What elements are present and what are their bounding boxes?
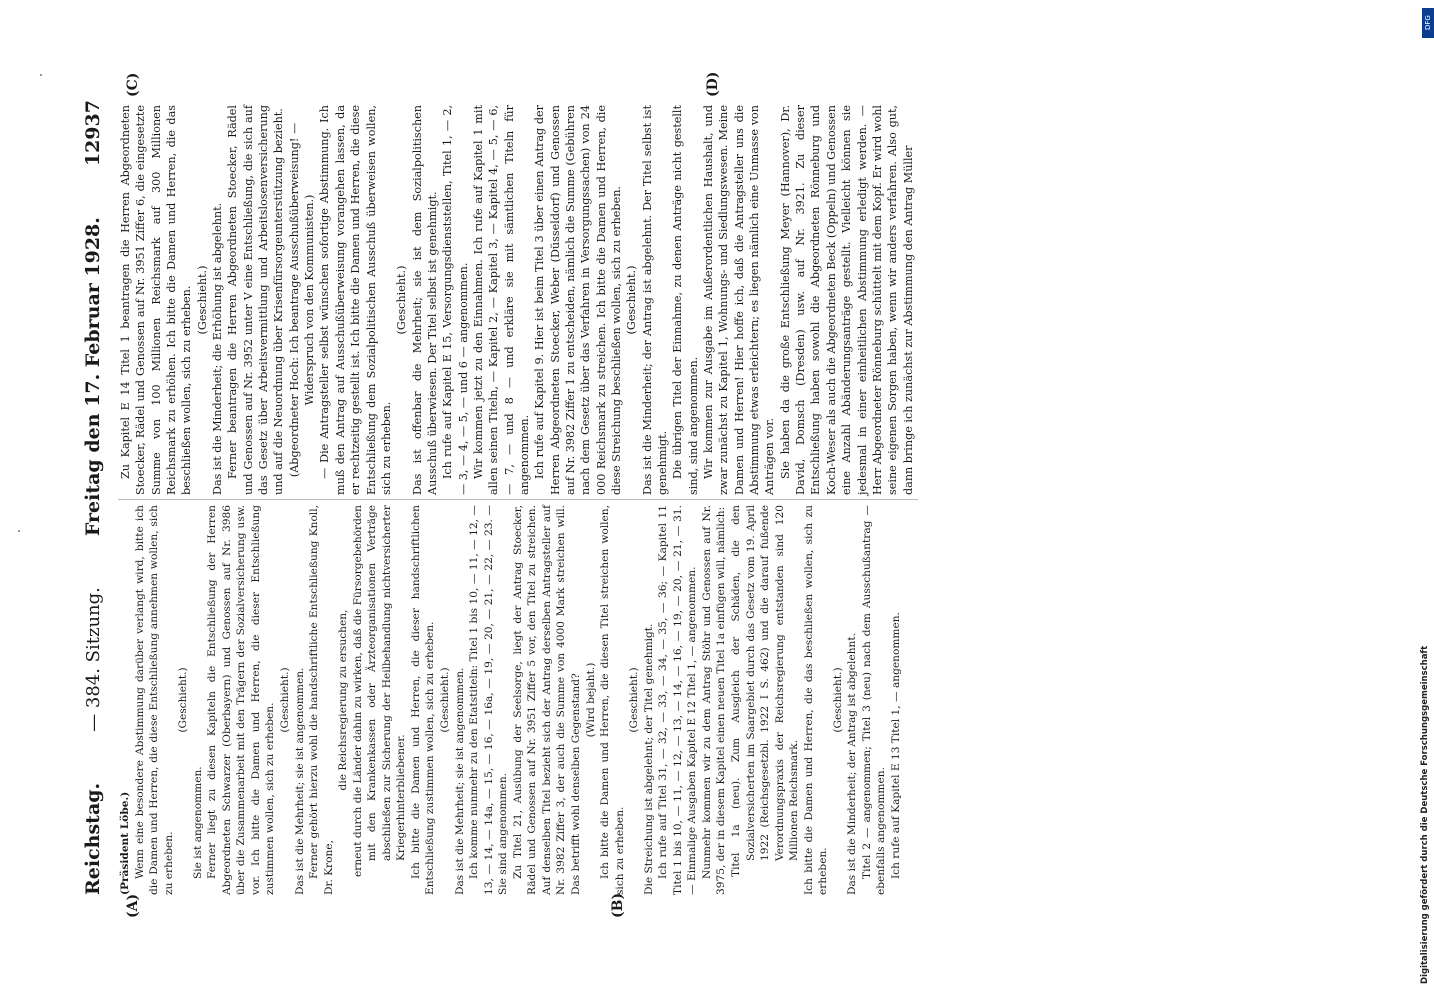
column-divider bbox=[118, 499, 918, 500]
paragraph: Nunmehr kommen wir zu dem Antrag Stöhr und Genossen auf Nr. 3975, der in diesem Kapitel einen neuen Titel 1a einfügen will, nämlich: bbox=[700, 505, 728, 895]
page-header bbox=[82, 100, 112, 895]
paragraph: Das ist die Mehrheit; sie ist angenommen. bbox=[293, 667, 306, 895]
dfg-logo: DFG bbox=[1422, 8, 1434, 38]
paragraph: Ich bitte die Damen und Herren, die das beschließen wollen, sich zu erheben. bbox=[802, 505, 830, 895]
paragraph: erneut durch die Länder dahin zu wirken, daß die Fürsorgebehörden mit den Krankenkassen oder Ärzteorganisationen Verträge abschließen zur Sicherung der Heilbehandlung nichtversicherter Kriegerhinterbliebener. bbox=[351, 505, 408, 877]
stage-direction: (Geschieht.) bbox=[439, 667, 452, 733]
stage-direction: (Geschieht.) bbox=[395, 265, 409, 335]
margin-marker-c: (C) bbox=[125, 72, 141, 97]
margin-marker-a: (A) bbox=[125, 893, 141, 918]
paragraph: Titel 1a (neu). Zum Ausgleich der Schäden, die den Sozialversicherten im Saargebiet durch das Gesetz vom 19. April 1922 (Reichsgesetzbl. 1922 I S. 462) und die darauf fußende Verordnungspraxis der Reichsregierung entstanden sind 120 Millionen Reichsmark. bbox=[729, 505, 801, 877]
paragraph: Zu Titel 21, Ausübung der Seelsorge, liegt der Antrag Stoecker, Rädel und Genossen auf Nr. 3951 Ziffer 5 vor, den Titel zu streichen. Auf denselben Titel bezieht sich der Antrag derselben Antragsteller auf Nr. 3982 Ziffer 3, der auch die Summe von 4000 Mark streichen will. Das betrifft wohl denselben Gegenstand? bbox=[511, 505, 582, 895]
paragraph: Ich bitte die Damen und Herren, die diesen Titel streichen wollen, sich zu erheben. bbox=[599, 505, 626, 895]
paragraph: Ich komme nunmehr zu den Etatstiteln: Titel 1 bis 10, — 11, — 12, — 13, — 14, — 14a, — 15, — 16, — 16a, — 19, — 20, — 21, — 22, — 23. — Sie sind angenommen. bbox=[468, 505, 510, 895]
paragraph: Ferner beantragen die Herren Abgeordneten Stoecker, Rädel und Genossen auf Nr. 3952 unter V eine Entschließung, die sich auf das Gesetz über Arbeitsvermittlung und Arbeitslosenversicherung und auf die Neuordnung über Krisenfürsorgeunterstützung bezieht. bbox=[226, 105, 286, 495]
paragraph: Sie haben da die große Entschließung Meyer (Hannover), Dr. David, Domsch (Dresden) usw. auf Nr. 3921. Zu dieser Entschließung haben sowohl die Abgeordneten Rönneburg und Koch-Weser als auch die Abgeordneten Beck (Oppeln) und Genossen eine Anzahl Abänderungsanträge gestellt. Vielleicht können sie jedesmal in einer einheitlichen Abstimmung erledigt werden. — Herr Abgeordneter Rönneburg schüttelt mit dem Kopf. Er wird wohl seine eigenen Sorgen haben, wenn wir anders verfahren. Also gut, dann bringe ich zunächst zur Abstimmung den Antrag Müller bbox=[778, 105, 915, 495]
paragraph: Zu Kapitel E 14 Titel 1 beantragen die Herren Abgeordneten Stoecker, Rädel und Genossen auf Nr. 3951 Ziffer 6, die eingesetzte Summe von 100 Millionen Reichsmark auf 300 Millionen Reichsmark zu erhöhen. Ich bitte die Damen und Herren, die das beschließen wollen, sich zu erheben. bbox=[119, 105, 194, 495]
stage-direction: (Geschieht.) bbox=[195, 265, 209, 335]
header-title: Reichstag. bbox=[82, 782, 104, 895]
speaker-name: (Präsident Löbe.) bbox=[119, 791, 131, 895]
stage-direction: (Abgeordneter Hoch: Ich beantrage Ausschußüberweisung! — Widerspruch von den Kommunisten.) bbox=[287, 122, 317, 478]
paragraph: Ich rufe auf Kapitel 9. Hier ist beim Titel 3 über einen Antrag der Herren Abgeordneten Stoecker, Weber (Düsseldorf) und Genossen auf Nr. 3982 Ziffer 1 zu entscheiden, nämlich die Summe (Gebühren nach dem Gesetz über das Verfahren in Versorgungssachen) von 24 000 Reichsmark zu streichen. Ich bitte die Damen und Herren, die diese Streichung beschließen wollen, sich zu erheben. bbox=[533, 105, 623, 495]
paragraph: — Die Antragsteller selbst wünschen sofortige Abstimmung. Ich muß den Antrag auf Ausschußüberweisung vorangehen lassen, da er rechtzeitig gestellt ist. Ich bitte die Damen und Herren, die diese Entschließung dem Sozialpolitischen Ausschuß überweisen wollen, sich zu erheben. bbox=[318, 105, 393, 495]
stage-direction: die Reichsregierung zu ersuchen, bbox=[337, 609, 350, 791]
header-session: — 384. Sitzung. bbox=[83, 587, 104, 732]
margin-marker-b: (B) bbox=[610, 892, 626, 918]
header-date: Freitag den 17. Februar 1928. bbox=[82, 217, 104, 537]
paragraph: Ich rufe auf Kapitel E 15, Versorgungsdienststellen, Titel 1, — 2, — 3, — 4, — 5, — und 6 — angenommen. bbox=[441, 105, 470, 495]
paragraph: Wir kommen jetzt zu den Einnahmen. Ich rufe auf Kapitel 1 mit allen seinen Titeln, — Kapitel 2, — Kapitel 3, — Kapitel 4, — 5, — 6, — 7, — und 8 — und erkläre sie mit sämtlichen Titeln für angenommen. bbox=[471, 105, 531, 495]
stage-direction: (Geschieht.) bbox=[628, 667, 641, 733]
paragraph: Das ist die Mehrheit; sie ist angenommen. bbox=[453, 667, 466, 895]
paragraph: Ferner liegt zu diesen Kapiteln die Entschließung der Herren Abgeordneten Schwarzer (Oberbayern) und Genossen auf Nr. 3986 über die Zusammenarbeit mit den Trägern der Sozialversicherung usw. vor. Ich bitte die Damen und Herren, die dieser Entschließung zustimmen wollen, sich zu erheben. bbox=[206, 505, 277, 895]
paragraph: Titel 2 — angenommen; Titel 3 (neu) nach dem Ausschußantrag — ebenfalls angenommen. bbox=[860, 505, 888, 895]
paragraph: Das ist offenbar die Mehrheit; sie ist dem Sozialpolitischen Ausschuß überwiesen. Der Titel selbst ist genehmigt. bbox=[410, 105, 439, 495]
paragraph: Ich rufe auf Titel 31, — 32, — 33, — 34, — 35, — 36; — Kapitel 11 Titel 1 bis 10, — 11, — 12, — 13, — 14, — 16, — 19, — 20, — 21, — 31. — Einmalige Ausgaben Kapitel E 12 Titel 1, — angenommen. bbox=[657, 505, 699, 895]
stage-direction: (Geschieht.) bbox=[625, 265, 639, 335]
paragraph: Das ist die Minderheit; die Erhöhung ist abgelehnt. bbox=[211, 202, 225, 495]
paragraph: Ich bitte die Damen und Herren, die dieser handschriftlichen Entschließung zustimmen wollen, sich zu erheben. bbox=[409, 505, 437, 895]
stage-direction: (Wird bejaht.) bbox=[584, 662, 597, 738]
page-number: 12937 bbox=[82, 100, 104, 167]
paragraph: Die übrigen Titel der Einnahme, zu denen Anträge nicht gestellt sind, sind angenommen. bbox=[671, 105, 700, 495]
paragraph: Wir kommen zur Ausgabe im Außerordentlichen Haushalt, und zwar zunächst zu Kapitel 1, Wohnungs- und Siedlungswesen. Meine Damen und Herren! Hier hoffe ich, daß die Antragsteller uns die Abstimmung etwas erleichtern; es liegen nämlich eine Unmasse von Anträgen vor. bbox=[702, 105, 777, 495]
stage-direction: (Geschieht.) bbox=[177, 667, 190, 733]
left-column bbox=[118, 505, 904, 895]
paragraph: Sie ist angenommen. bbox=[191, 766, 204, 879]
paragraph: Die Streichung ist abgelehnt; der Titel genehmigt. bbox=[642, 623, 655, 895]
digitization-note: Digitalisierung gefördert durch die Deutsche Forschungsgemeinschaft bbox=[1420, 645, 1430, 984]
paragraph: Das ist die Minderheit; der Antrag ist abgelehnt. bbox=[846, 633, 859, 895]
margin-marker-d: (D) bbox=[705, 71, 721, 97]
paragraph: Ich rufe auf Kapitel E 13 Titel 1, — angenommen. bbox=[889, 612, 902, 879]
stage-direction: (Geschieht.) bbox=[279, 667, 292, 733]
right-column bbox=[118, 105, 916, 495]
paragraph: Das ist die Minderheit; der Antrag ist abgelehnt. Der Titel selbst ist genehmigt. bbox=[640, 105, 670, 495]
stage-direction: (Geschieht.) bbox=[831, 667, 844, 733]
paragraph: Ferner gehört hierzu wohl die handschriftliche Entschließung Knoll, Dr. Krone, bbox=[308, 505, 335, 895]
paragraph: Wenn eine besondere Abstimmung darüber verlangt wird, bitte ich die Damen und Herren, die diese Entschließung annehmen wollen, sich zu erheben. bbox=[133, 505, 175, 895]
scan-speck bbox=[40, 74, 42, 76]
scan-speck bbox=[18, 530, 20, 532]
